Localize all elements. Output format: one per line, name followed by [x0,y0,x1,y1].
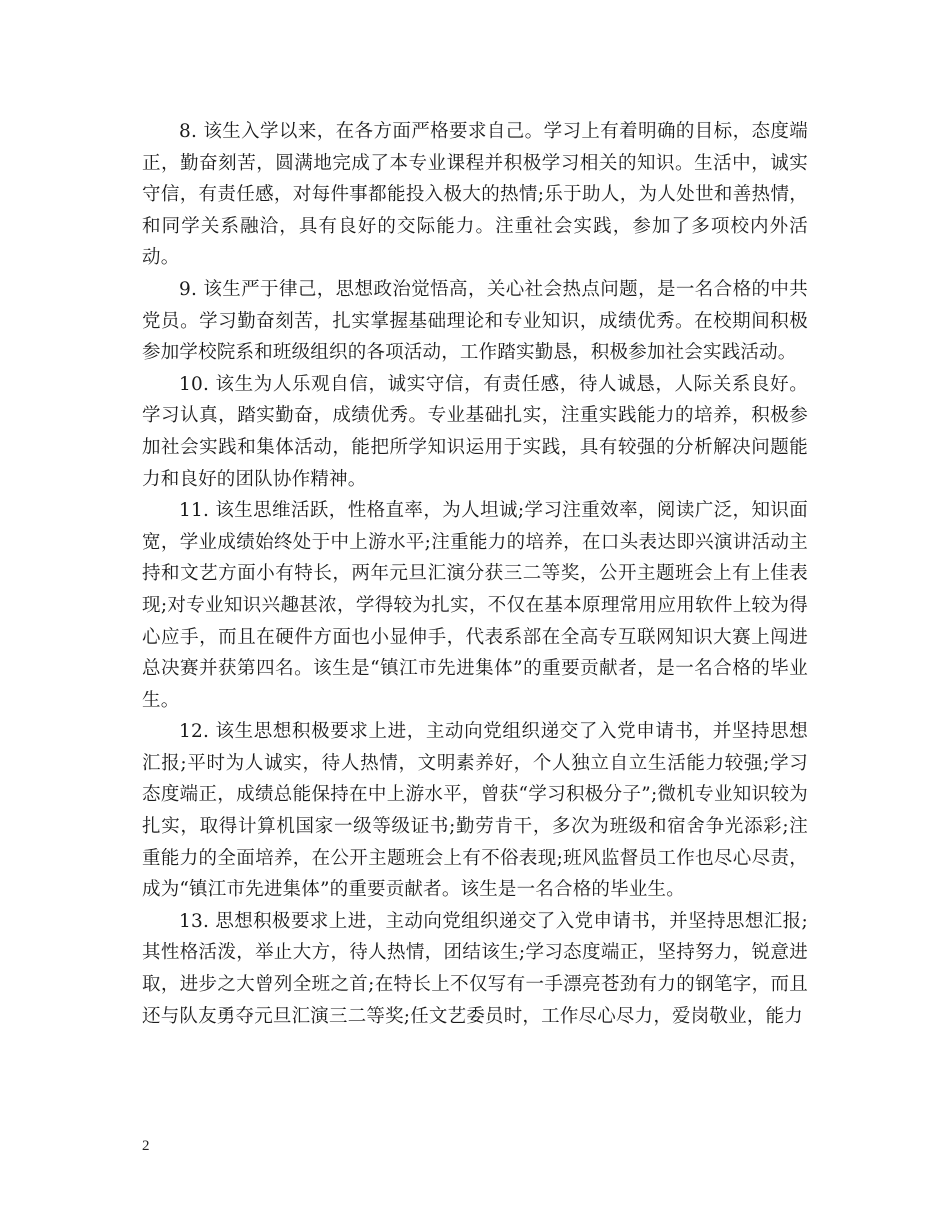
paragraph-11: 11. 该生思维活跃，性格直率，为人坦诚;学习注重效率，阅读广泛，知识面宽，学业成绩始终处于中上游水平;注重能力的培养，在口头表达即兴演讲活动主持和文艺方面小有特长，两年元旦汇演分获三二等奖，公开主题班会上有上佳表现;对专业知识兴趣甚浓，学得较为扎实，不仅在基本原理常用应用软件上较为得心应手，而且在硬件方面也小显伸手，代表系部在全高专互联网知识大赛上闯进总决赛并获第四名。该生是“镇江市先进集体”的重要贡献者，是一名合格的毕业生。 [142,500,808,711]
paragraph-8: 8. 该生入学以来，在各方面严格要求自己。学习上有着明确的目标，态度端正，勤奋刻苦，圆满地完成了本专业课程并积极学习相关的知识。生活中，诚实守信，有责任感，对每件事都能投入极大的热情;乐于助人，为人处世和善热情，和同学关系融洽，具有良好的交际能力。注重社会实践，参加了多项校内外活动。 [142,121,808,269]
paragraph-13: 13. 思想积极要求上进，主动向党组织递交了入党申请书，并坚持思想汇报;其性格活泼，举止大方，待人热情，团结该生;学习态度端正，坚持努力，锐意进取，进步之大曾列全班之首;在特长上不仅写有一手漂亮苍劲有力的钢笔字，而且还与队友勇夺元旦汇演三二等奖;任文艺委员时，工作尽心尽力，爱岗敬业，能力 [142,910,808,1027]
document-body [142,116,808,1032]
paragraph-10: 10. 该生为人乐观自信，诚实守信，有责任感，待人诚恳，人际关系良好。学习认真，踏实勤奋，成绩优秀。专业基础扎实，注重实践能力的培养，积极参加社会实践和集体活动，能把所学知识运用于实践，具有较强的分析解决问题能力和良好的团队协作精神。 [142,373,808,490]
paragraph-12: 12. 该生思想积极要求上进，主动向党组织递交了入党申请书，并坚持思想汇报;平时为人诚实，待人热情，文明素养好，个人独立自立生活能力较强;学习态度端正，成绩总能保持在中上游水平，曾获“学习积极分子”;微机专业知识较为扎实，取得计算机国家一级等级证书;勤劳肯干，多次为班级和宿舍争光添彩;注重能力的全面培养，在公开主题班会上有不俗表现;班风监督员工作也尽心尽责，成为“镇江市先进集体”的重要贡献者。该生是一名合格的毕业生。 [142,721,808,901]
paragraph-9: 9. 该生严于律己，思想政治觉悟高，关心社会热点问题，是一名合格的中共党员。学习勤奋刻苦，扎实掌握基础理论和专业知识，成绩优秀。在校期间积极参加学校院系和班级组织的各项活动，工作踏实勤恳，积极参加社会实践活动。 [142,278,808,364]
page-number: 2 [142,1138,150,1154]
